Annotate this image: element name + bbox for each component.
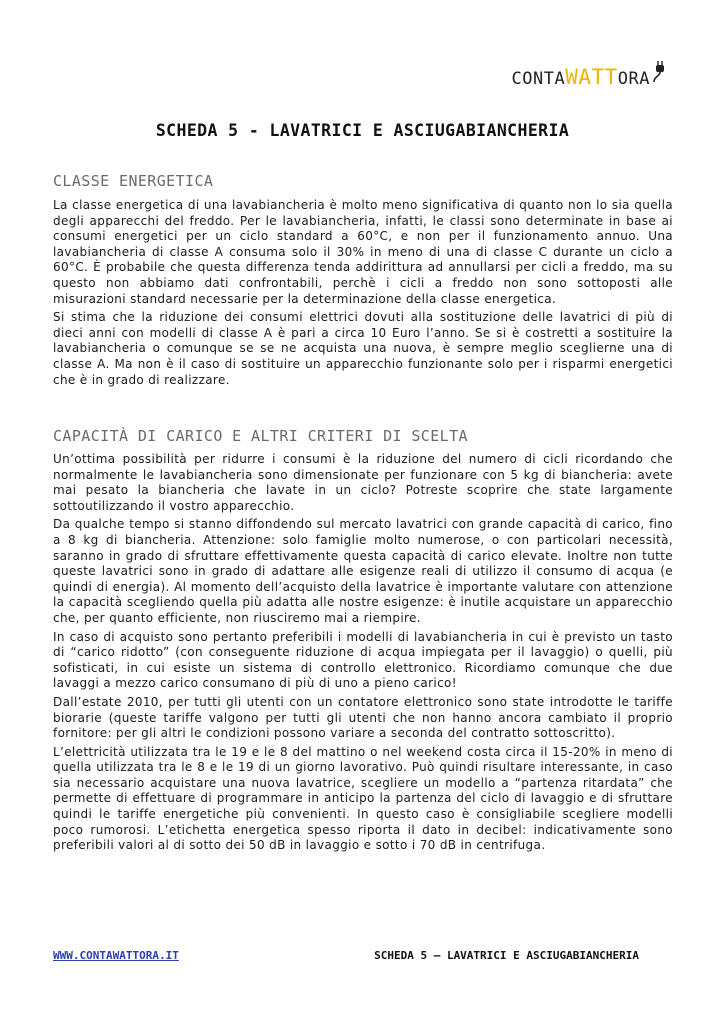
paragraph: Un’ottima possibilità per ridurre i consumi è la riduzione del numero di cicli ricordando che normalmente le lavabiancheria sono dimensionate per funzionare con 5 kg di biancheria: avete mai pesato la biancheria che lavate in un ciclo? Potreste scoprire che state largamente sottoutilizzando il vostro apparecchio. bbox=[53, 452, 673, 513]
section-body-classe-energetica bbox=[53, 198, 673, 391]
paragraph: Da qualche tempo si stanno diffondendo sul mercato lavatrici con grande capacità di carico, fino a 8 kg di biancheria. Attenzione: solo famiglie molto numerose, o con particolari necessità, saranno in grado di sfruttare effettivamente questa capacità di carico elevate. Inoltre non tutte queste lavatrici sono in grado di adattare alle esigenze reali di utilizzo il consumo di acqua (e quindi di energia). Al momento dell’acquisto della lavatrice è importante valutare con attenzione la capacità scegliendo quella più adatta alle nostre esigenze: è inutile acquistare un apparecchio che, per quanto efficiente, non riusciremo mai a riempire. bbox=[53, 517, 673, 625]
section-body-capacita-di-carico bbox=[53, 452, 673, 857]
paragraph: In caso di acquisto sono pertanto preferibili i modelli di lavabiancheria in cui è previsto un tasto di “carico ridotto” (con conseguente riduzione di acqua impiegata per il lavaggio) o quelli, più sofisticati, in cui esiste un sistema di controllo elettronico. Ricordiamo comunque che due lavaggi a mezzo carico consumano di più di uno a pieno carico! bbox=[53, 629, 673, 691]
footer-website-link[interactable]: WWW.CONTAWATTORA.IT bbox=[53, 949, 179, 962]
logo-text-conta: CONTA bbox=[511, 69, 566, 89]
page-title: SCHEDA 5 - LAVATRICI E ASCIUGABIANCHERIA bbox=[155, 121, 570, 140]
paragraph: La classe energetica di una lavabiancheria è molto meno significativa di quanto non lo sia quella degli apparecchi del freddo. Per le lavabiancheria, infatti, le classi sono determinate in base ai consumi energetici per un ciclo standard a 60°C, e non per il funzionamento annuo. Una lavabiancheria di classe A consuma solo il 30% in meno di una di classe C durante un ciclo a 60°C. È probabile che questa differenza tenda addirittura ad annullarsi per cicli a freddo, ma su questo non abbiamo dati confrontabili, perchè i cicli a freddo non sono sottoposti alle misurazioni standard necessarie per la determinazione della classe energetica. bbox=[53, 198, 673, 306]
logo-text-ora: ORA bbox=[617, 69, 650, 89]
section-heading-capacita-di-carico: CAPACITÀ DI CARICO E ALTRI CRITERI DI SCELTA bbox=[53, 427, 468, 445]
contawattora-logo bbox=[512, 60, 667, 88]
plug-icon bbox=[651, 60, 667, 84]
footer-title: SCHEDA 5 – LAVATRICI E ASCIUGABIANCHERIA bbox=[374, 949, 639, 962]
logo-text-watt: WATT bbox=[565, 65, 618, 89]
paragraph: L’elettricità utilizzata tra le 19 e le 8 del mattino o nel weekend costa circa il 15-20% in meno di quella utilizzata tra le 8 e le 19 di un giorno lavorativo. Può quindi risultare interessante, in caso sia necessario acquistare una nuova lavatrice, scegliere un modello a “partenza ritardata” che permette di effettuare di programmare in anticipo la partenza del ciclo di lavaggio e di sfruttare quindi le tariffe energetiche più convenienti. In questo caso è consigliabile scegliere modelli poco rumorosi. L’etichetta energetica spesso riporta il dato in decibel: indicativamente sono preferibili valori al di sotto dei 50 dB in lavaggio e sotto i 70 dB in centrifuga. bbox=[53, 744, 673, 853]
section-heading-classe-energetica: CLASSE ENERGETICA bbox=[53, 172, 214, 190]
paragraph: Si stima che la riduzione dei consumi elettrici dovuti alla sostituzione delle lavatrici di più di dieci anni con modelli di classe A è pari a circa 10 Euro l’anno. Se si è costretti a sostituire la lavabiancheria o comunque se se ne acquista una nuova, è sempre meglio sceglierne una di classe A. Ma non è il caso di sostituire un apparecchio funzionante solo per i risparmi energetici che è in grado di realizzare. bbox=[53, 310, 673, 387]
paragraph: Dall’estate 2010, per tutti gli utenti con un contatore elettronico sono state introdotte le tariffe biorarie (queste tariffe valgono per tutti gli utenti che non hanno ancora cambiato il proprio fornitore: per gli altri le condizioni possono variare a seconda del contratto sottoscritto). bbox=[53, 694, 673, 741]
logo-text bbox=[512, 67, 650, 88]
